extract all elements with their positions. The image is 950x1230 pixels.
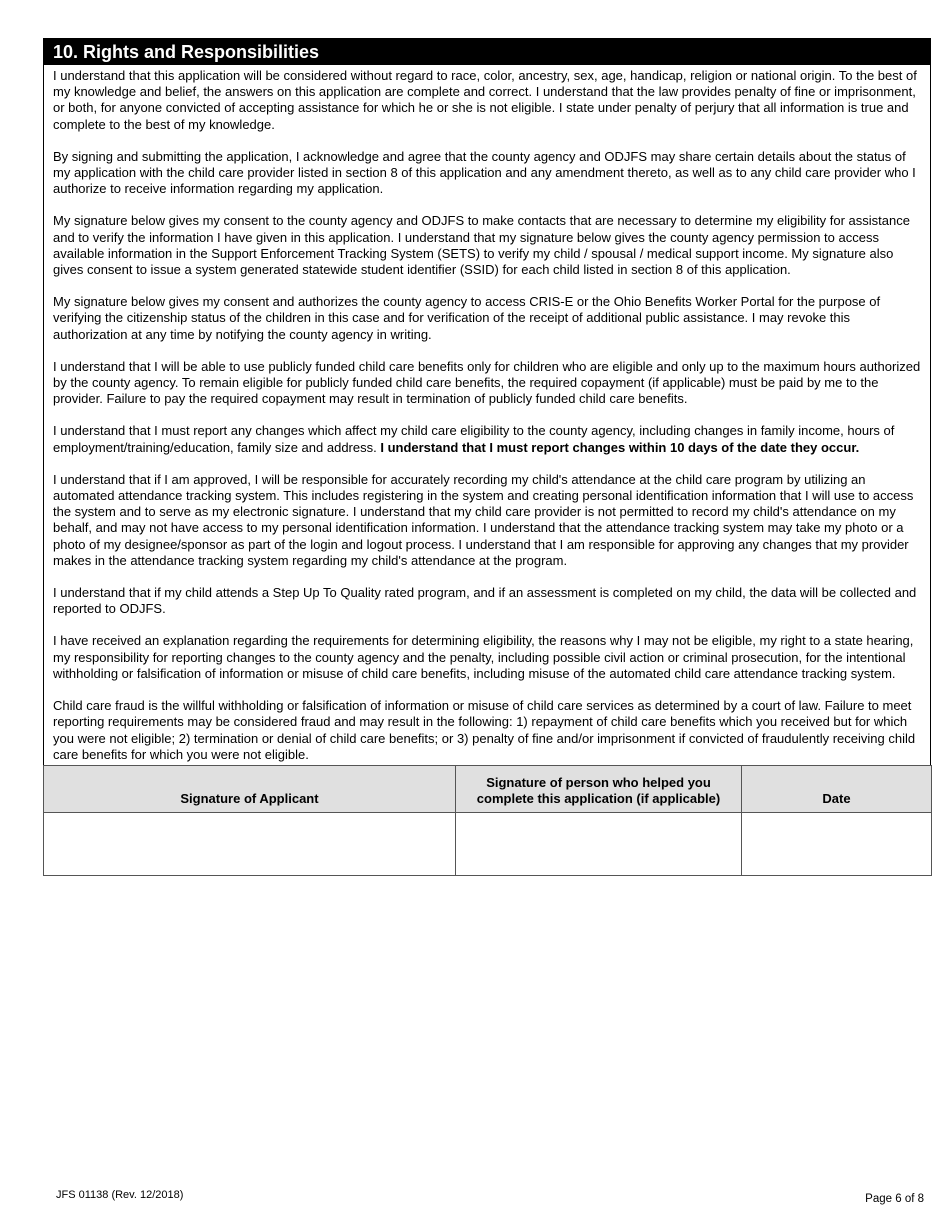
paragraph-explanation: I have received an explanation regarding the requirements for determining eligibility, the reasons why I may not be eligible, my right to a state hearing, my responsibility for reporting changes to the county agency and the penalty, including possible civil action or criminal prosecution, for the intentional withholding or falsification of information or misuse of child care benefits, including misuse of the automated child care attendance tracking system. xyxy=(53,633,914,681)
rights-responsibilities-section xyxy=(43,38,931,876)
date-header: Date xyxy=(742,765,932,812)
signature-table xyxy=(43,765,932,876)
date-field[interactable] xyxy=(742,812,932,875)
form-id: JFS 01138 (Rev. 12/2018) xyxy=(56,1189,184,1201)
paragraph-consent-sets: My signature below gives my consent to the county agency and ODJFS to make contacts that are necessary to determine my eligibility for assistance and to verify the information I have given in this application. I understand that my signature below gives the county agency permission to access available information in the Support Enforcement Tracking System (SETS) to verify my child / spousal / medical support income. My signature also gives consent to issue a system generated statewide student identifier (SSID) for each child listed in section 8 of this application. xyxy=(53,213,910,278)
paragraph-report-changes xyxy=(53,423,921,455)
signature-input-row xyxy=(44,812,932,875)
paragraph-step-up-quality: I understand that if my child attends a Step Up To Quality rated program, and if an assessment is completed on my child, the data will be collected and reported to ODJFS. xyxy=(53,585,917,617)
applicant-signature-field[interactable] xyxy=(44,812,456,875)
report-changes-bold: I understand that I must report changes within 10 days of the date they occur. xyxy=(380,439,860,455)
paragraph-copayment: I understand that I will be able to use publicly funded child care benefits only for children who are eligible and only up to the maximum hours authorized by the county agency. To remain eligible for publicly funded child care benefits, the required copayment (if applicable) must be paid by me to the provider. Failure to pay the required copayment may result in termination of publicly funded child care benefits. xyxy=(53,358,921,407)
paragraph-attendance-tracking: I understand that if I am approved, I will be responsible for accurately recording my child's attendance at the child care program by utilizing an automated attendance tracking system. This includes registering in the system and creating personal identification information that I will use to access the system and to serve as my electronic signature. I understand that my child care provider is not permitted to record my child's attendance on my behalf, and may not have access to my personal identification information. I understand that the attendance tracking system may take my photo or a photo of my designee/sponsor as part of the login and logout process. I understand that I am responsible for approving any changes that my provider makes in the attendance tracking system regarding my child's attendance at the program. xyxy=(53,471,914,568)
paragraph-nondiscrimination: I understand that this application will be considered without regard to race, color, ancestry, sex, age, handicap, religion or national origin. To the best of my knowledge and belief, the answers on this application are complete and correct. I understand that the law provides penalty of fine or imprisonment, or both, for anyone convicted of accepting assistance for which he or she is not eligible. I state under penalty of perjury that all information is true and complete to the best of my knowledge. xyxy=(53,68,917,132)
section-title: 10. Rights and Responsibilities xyxy=(43,38,931,65)
page-number: Page 6 of 8 xyxy=(865,1193,924,1205)
helper-signature-field[interactable] xyxy=(456,812,742,875)
signature-header-row xyxy=(44,765,932,812)
report-changes-text: I understand that I must report any changes which affect my child care eligibility to the county agency, including changes in family income, hours of employment/training/education, family size and address. xyxy=(53,423,895,455)
applicant-signature-header: Signature of Applicant xyxy=(44,765,456,812)
paragraph-cris-e: My signature below gives my consent and authorizes the county agency to access CRIS-E or the Ohio Benefits Worker Portal for the purpose of verifying the citizenship status of the children in this case and for verification of the receipt of additional public assistance. I may revoke this authorization at any time by notifying the county agency in writing. xyxy=(53,294,881,342)
helper-signature-header: Signature of person who helped you complete this application (if applicable) xyxy=(456,765,742,812)
paragraph-provider-sharing: By signing and submitting the application, I acknowledge and agree that the county agency and ODJFS may share certain details about the status of my application with the child care provider listed in section 8 of this application and any amendment thereto, as well as to any child care provider who I authorize to receive information regarding my application. xyxy=(53,148,916,197)
paragraph-fraud: Child care fraud is the willful withholding or falsification of information or misuse of child care services as determined by a court of law. Failure to meet reporting requirements may be considered fraud and may result in the following: 1) repayment of child care benefits which you received but for which you were not eligible; 2) termination or denial of child care benefits; or 3) penalty of fine and/or imprisonment if convicted of fraudulently receiving child care benefits for which you were not eligible. xyxy=(53,698,916,762)
section-body xyxy=(43,65,931,765)
